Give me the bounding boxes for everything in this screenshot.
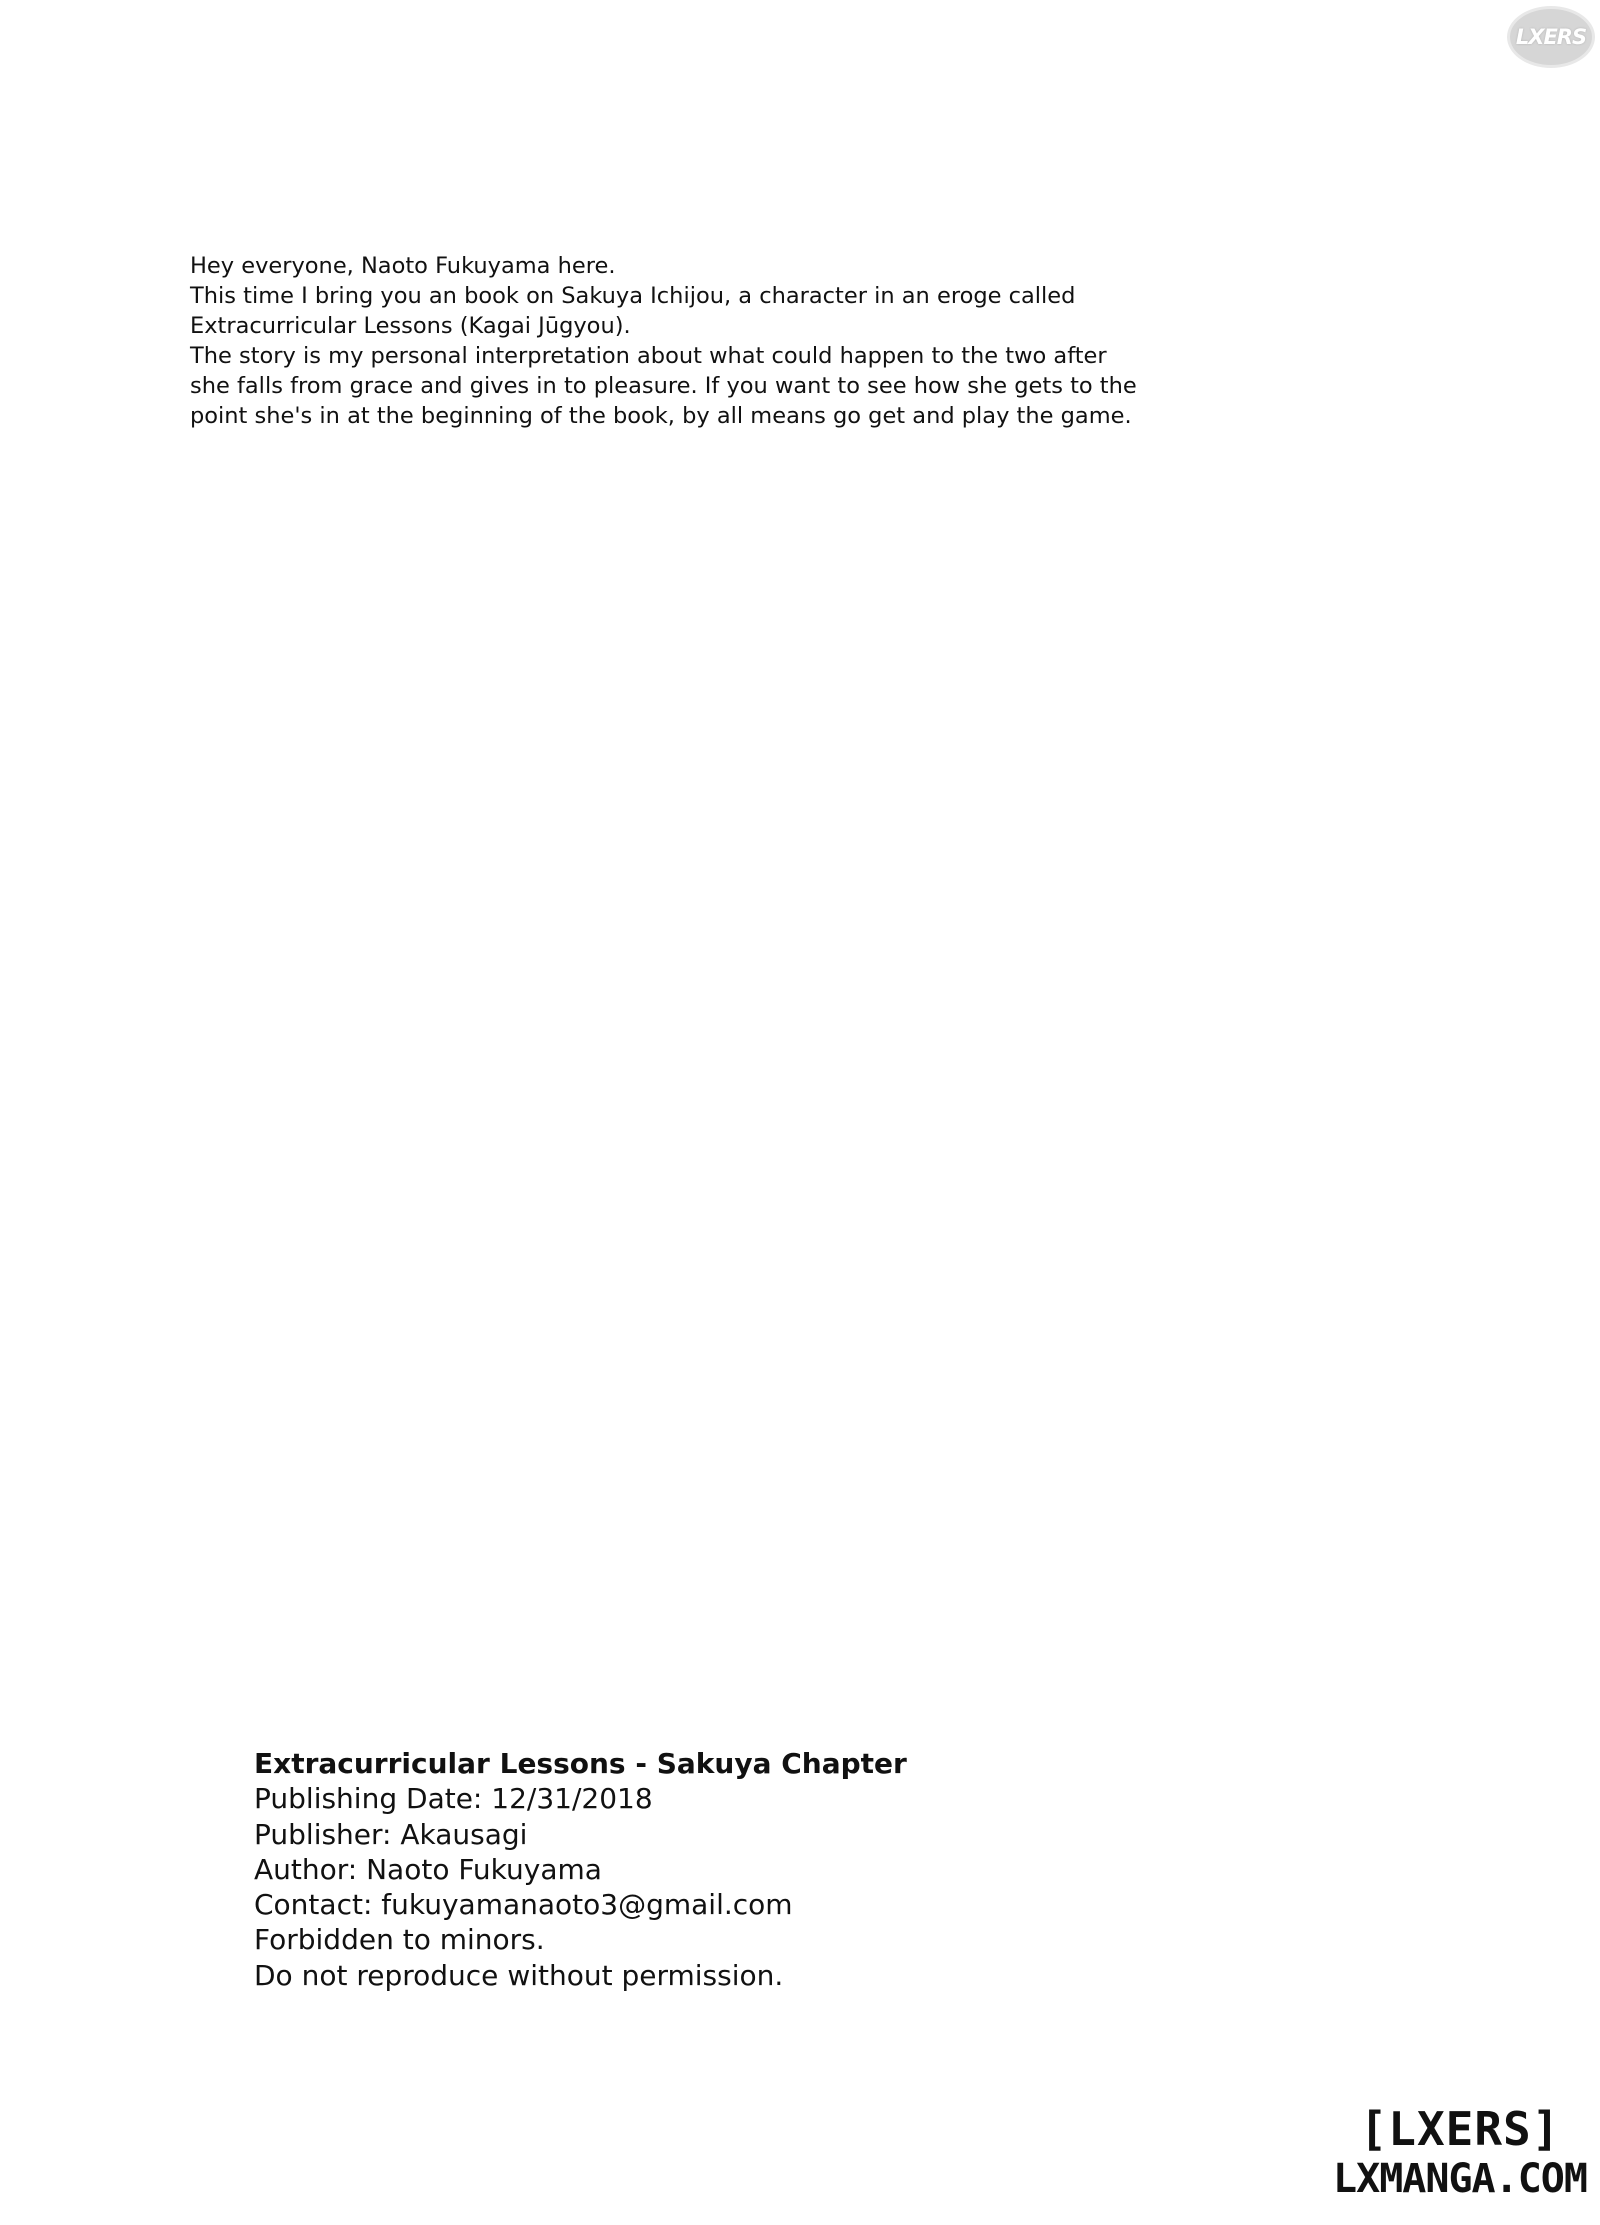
intro-line: Hey everyone, Naoto Fukuyama here. <box>190 253 616 279</box>
book-title: Extracurricular Lessons - Sakuya Chapter <box>254 1747 907 1780</box>
intro-line: she falls from grace and gives in to pleasure. If you want to see how she gets to the <box>190 373 1137 399</box>
publisher: Publisher: Akausagi <box>254 1817 528 1851</box>
reproduction-notice: Do not reproduce without permission. <box>254 1958 784 1992</box>
lxers-logo <box>1507 6 1595 68</box>
intro-line: The story is my personal interpretation about what could happen to the two after <box>190 343 1107 369</box>
contact: Contact: fukuyamanaoto3@gmail.com <box>254 1888 793 1922</box>
site-watermark <box>1330 2104 1590 2204</box>
publishing-date: Publishing Date: 12/31/2018 <box>254 1782 653 1816</box>
colophon <box>254 1746 1154 1993</box>
intro-note <box>190 251 1340 431</box>
author: Author: Naoto Fukuyama <box>254 1852 602 1886</box>
minors-notice: Forbidden to minors. <box>254 1923 545 1957</box>
watermark-site-url: LXMANGA.COM <box>1333 2156 1587 2202</box>
lxers-logo-text: LXERS <box>1515 25 1587 49</box>
watermark-group-name: [LXERS] <box>1359 2102 1561 2156</box>
intro-line: This time I bring you an book on Sakuya Ichijou, a character in an eroge called <box>190 283 1076 309</box>
intro-line: point she's in at the beginning of the book, by all means go get and play the game. <box>190 403 1132 429</box>
intro-line: Extracurricular Lessons (Kagai Jūgyou). <box>190 313 631 339</box>
